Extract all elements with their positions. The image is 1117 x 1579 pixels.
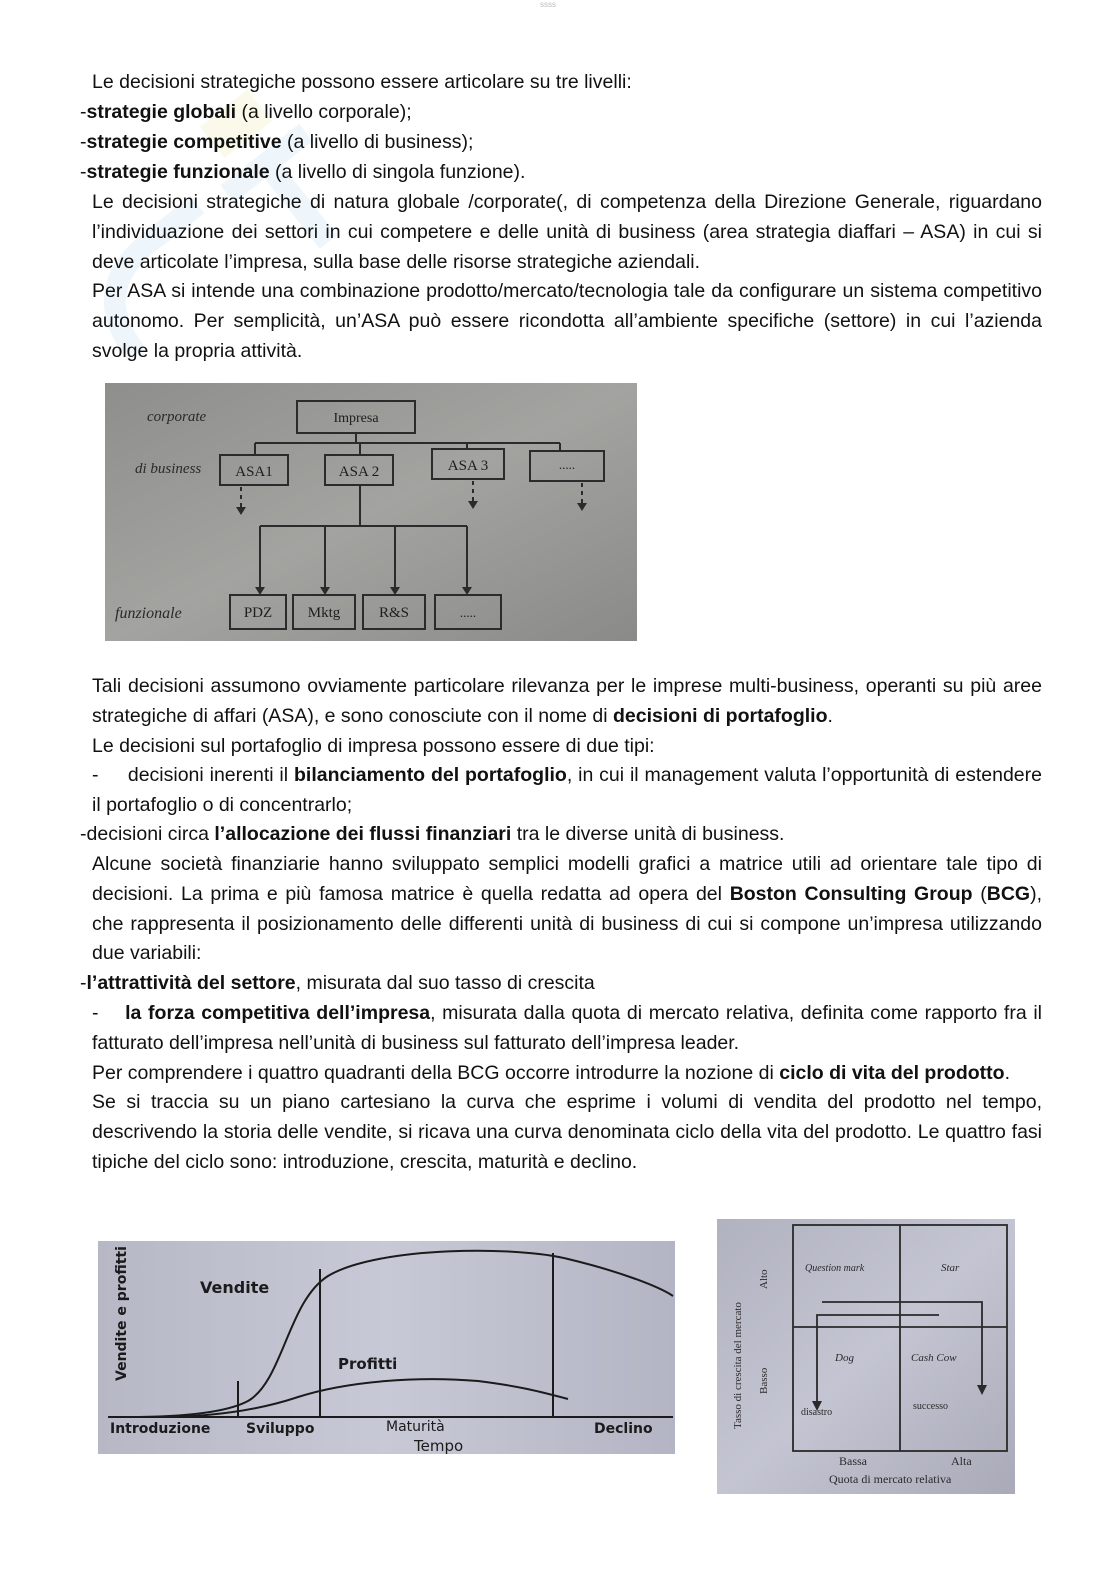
- bcg-y-label: Tasso di crescita del mercato: [732, 1302, 744, 1429]
- bcg-term: Boston Consulting Group: [729, 882, 973, 905]
- org-unit-label: ASA 3: [447, 458, 489, 474]
- cycle-paragraph: Per comprendere i quattro quadranti della BCG occorre introdurre la nozione di ciclo di vita del prodotto.: [92, 1061, 1010, 1084]
- bcg-matrix-image: [717, 1219, 1015, 1494]
- bcg-y-low: Basso: [758, 1367, 770, 1394]
- variable-term: l’attrattività del settore: [86, 972, 296, 994]
- lifecycle-x-label: Tempo: [414, 1437, 464, 1454]
- header-mark: ssss: [540, 0, 556, 9]
- bcg-x-high: Alta: [951, 1454, 972, 1468]
- org-chart-image: [105, 383, 637, 641]
- phase-label: Introduzione: [110, 1421, 211, 1437]
- type-item-2: -decisioni circa l’allocazione dei flussi finanziari tra le diverse unità di business.: [80, 823, 785, 845]
- bcg-paragraph: Alcune società finanziarie hanno sviluppato semplici modelli grafici a matrice utili ad orientare tale tipo di decisioni. La prima e più famosa matrice è quella redatta ad opera del Boston Consulting Group (BCG), che rappresenta il posizionamento delle differenti unità di business di cui si compone un’impresa utilizzando due variabili:: [92, 853, 1042, 965]
- org-function-label: PDZ: [243, 605, 273, 621]
- variable-item-2: - la forza competitiva dell’impresa, misurata dalla quota di mercato relativa, definita come rapporto fra il fatturato dell’impresa nell’unità di business sul fatturato dell’impresa leader. Per comprendere i quattro quadranti della BCG occorre introdurre la nozione di ciclo di vita del prodotto. Se si traccia su un piano cartesiano la curva che esprime i volumi di vendita del prodotto nel tempo, descrivendo la storia delle vendite, si ricava una curva denominata ciclo della vita del prodotto. Le quattro fasi tipiche del ciclo sono: introduzione, crescita, maturità e declino.: [92, 999, 1042, 1178]
- bcg-x-label: Quota di mercato relativa: [829, 1472, 952, 1486]
- quadrant-label: Dog: [835, 1352, 854, 1364]
- curve-paragraph: Se si traccia su un piano cartesiano la curva che esprime i volumi di vendita del prodotto nel tempo, descrivendo la storia delle vendite, si ricava una curva denominata ciclo della vita del prodotto. Le quattro fasi tipiche del ciclo sono: introduzione, crescita, maturità e declino.: [92, 1091, 1042, 1173]
- variables-list: [80, 969, 1042, 999]
- org-unit-label: .....: [558, 457, 576, 472]
- type-term: l’allocazione dei flussi finanziari: [214, 823, 512, 845]
- bcg-x-low: Bassa: [839, 1454, 867, 1468]
- org-level-functional: funzionale: [115, 605, 182, 622]
- variable-item: -l’attrattività del settore, misurata dal suo tasso di crescita: [80, 972, 595, 994]
- org-function-label: R&S: [378, 605, 410, 621]
- bcg-abbrev: BCG: [986, 882, 1031, 905]
- org-function-label: .....: [459, 605, 477, 620]
- phase-label: Maturità: [386, 1419, 445, 1435]
- portfolio-paragraph: Tali decisioni assumono ovviamente particolare rilevanza per le imprese multi-business, operanti su più aree strategiche di affari (ASA), e sono conosciute con il nome di decisioni di portafoglio. Le decisioni sul portafoglio di impresa possono essere di due tipi: - decisioni inerenti il bilanciamento del portafoglio, in cui il management valuta l’opportunità di estendere il portafoglio o di concentrarlo;: [92, 672, 1042, 821]
- quadrant-label: Cash Cow: [911, 1352, 957, 1364]
- level-item: -strategie funzionale (a livello di singola funzione).: [80, 160, 526, 183]
- levels-list: [80, 98, 1042, 187]
- bcg-y-high: Alto: [758, 1269, 770, 1289]
- level-term: strategie globali: [86, 101, 237, 123]
- series-label: Vendite: [200, 1278, 270, 1297]
- intro-text: Le decisioni strategiche possono essere articolare su tre livelli:: [92, 71, 632, 93]
- phase-label: Declino: [594, 1421, 653, 1437]
- quadrant-label: Question mark: [805, 1263, 865, 1274]
- org-unit-label: ASA 2: [338, 464, 380, 480]
- portfolio-term: decisioni di portafoglio: [613, 704, 828, 727]
- corporate-paragraph: Le decisioni strategiche di natura globale /corporate(, di competenza della Direzione Generale, riguardano l’individuazione dei settori in cui competere e delle unità di business (area strategia diaffari – ASA) in cui si deve articolate l’impresa, sulla base delle risorse strategiche aziendali. Per ASA si intende una combinazione prodotto/mercato/tecnologia tale da configurare un sistema competitivo autonomo. Per semplicità, un’ASA può essere ricondotta all’ambiente specifiche (settore) in cui l’azienda svolge la propria attività.: [92, 188, 1042, 367]
- phase-label: Sviluppo: [246, 1421, 315, 1437]
- variable-term: la forza competitiva dell’impresa: [125, 1002, 431, 1024]
- level-item: -strategie competitive (a livello di business);: [80, 130, 474, 153]
- org-root-label: Impresa: [333, 411, 379, 426]
- asa-paragraph: Per ASA si intende una combinazione prodotto/mercato/tecnologia tale da configurare un sistema competitivo autonomo. Per semplicità, un’ASA può essere ricondotta all’ambiente specifiche (settore) in cui l’azienda svolge la propria attività.: [92, 280, 1042, 362]
- outcome-label: disastro: [801, 1407, 833, 1418]
- lifecycle-y-label: Vendite e profitti: [114, 1246, 130, 1381]
- level-term: strategie competitive: [86, 130, 282, 153]
- outcome-label: successo: [913, 1401, 948, 1412]
- org-function-label: Mktg: [307, 605, 341, 621]
- org-unit-label: ASA1: [235, 464, 273, 480]
- type-term: bilanciamento del portafoglio: [293, 764, 567, 787]
- quadrant-label: Star: [941, 1262, 960, 1274]
- intro-paragraph: [92, 68, 1042, 98]
- org-level-business: di business: [135, 461, 202, 477]
- type-item: - decisioni inerenti il bilanciamento del portafoglio, in cui il management valuta l’opportunità di estendere il portafoglio o di concentrarlo;: [92, 764, 1042, 817]
- series-label: Profitti: [338, 1355, 398, 1373]
- org-level-corporate: corporate: [147, 409, 207, 425]
- lifecycle-chart-image: [98, 1241, 675, 1454]
- types-paragraph: Le decisioni sul portafoglio di impresa possono essere di due tipi:: [92, 734, 655, 757]
- level-item: -strategie globali (a livello corporale);: [80, 101, 412, 123]
- cycle-term: ciclo di vita del prodotto: [779, 1061, 1005, 1084]
- level-term: strategie funzionale: [86, 160, 270, 183]
